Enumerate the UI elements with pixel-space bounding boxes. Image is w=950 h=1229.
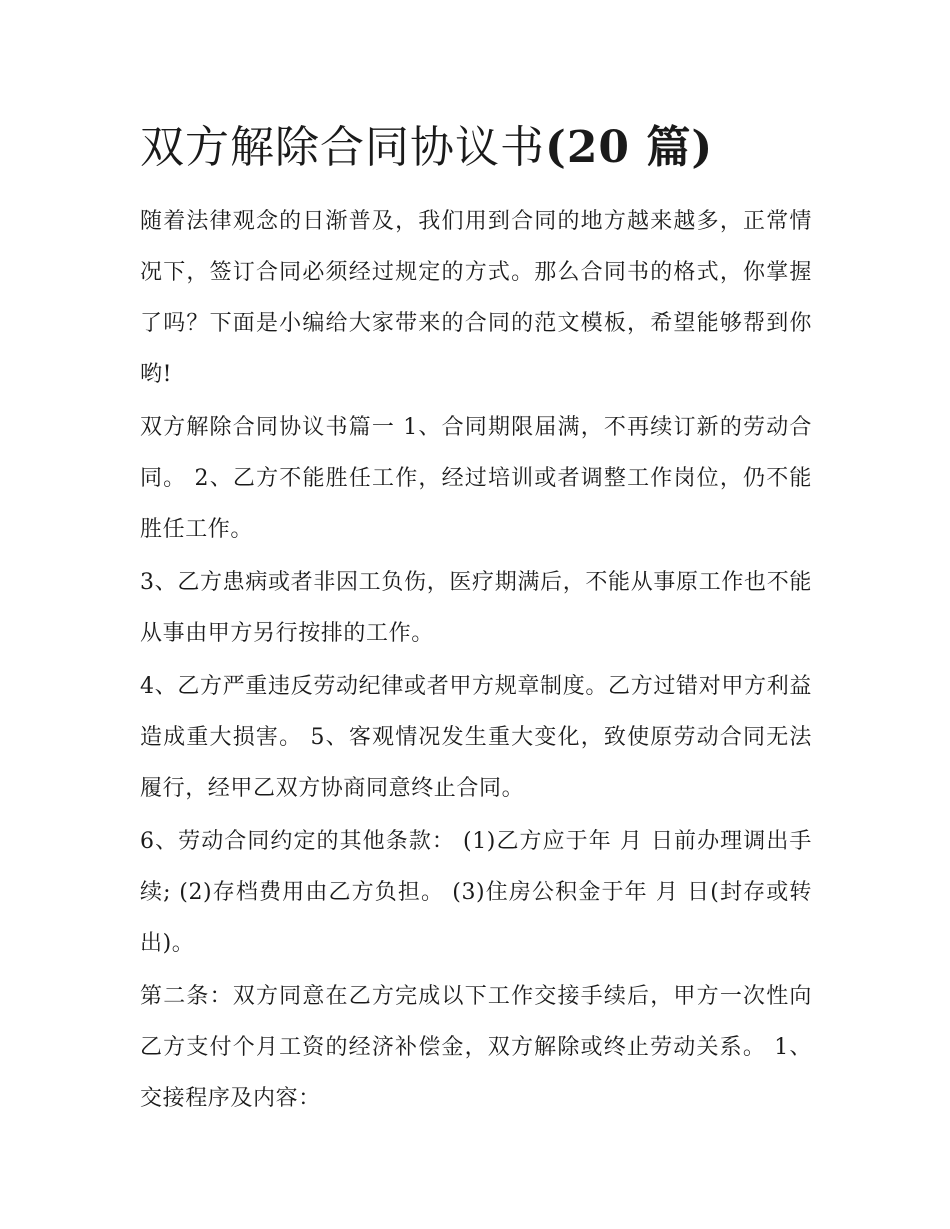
paragraph-article-1: 双方解除合同协议书篇一 1、合同期限届满，不再续订新的劳动合同。 2、乙方不能胜任工作，经过培训或者调整工作岗位，仍不能胜任工作。 — [140, 415, 812, 542]
paragraph-clause-4-5: 4、乙方严重违反劳动纪律或者甲方规章制度。乙方过错对甲方利益造成重大损害。 5、客观情况发生重大变化，致使原劳动合同无法履行，经甲乙双方协商同意终止合同。 — [140, 674, 812, 801]
paragraph-clause-3: 3、乙方患病或者非因工负伤，医疗期满后，不能从事原工作也不能从事由甲方另行按排的工作。 — [140, 570, 812, 646]
paragraph-clause-6: 6、劳动合同约定的其他条款： (1)乙方应于年 月 日前办理调出手续; (2)存档费用由乙方负担。 (3)住房公积金于年 月 日(封存或转出)。 — [140, 829, 812, 956]
document-body — [140, 196, 812, 1126]
title-suffix: (20 篇) — [545, 122, 714, 173]
document-title — [140, 118, 840, 178]
title-main: 双方解除合同协议书 — [140, 122, 545, 173]
paragraph-intro: 随着法律观念的日渐普及，我们用到合同的地方越来越多，正常情况下，签订合同必须经过规定的方式。那么合同书的格式，你掌握了吗？下面是小编给大家带来的合同的范文模板，希望能够帮到你哟! — [140, 209, 812, 387]
paragraph-article-2: 第二条：双方同意在乙方完成以下工作交接手续后，甲方一次性向乙方支付个月工资的经济补偿金，双方解除或终止劳动关系。 1、交接程序及内容： — [140, 984, 812, 1111]
